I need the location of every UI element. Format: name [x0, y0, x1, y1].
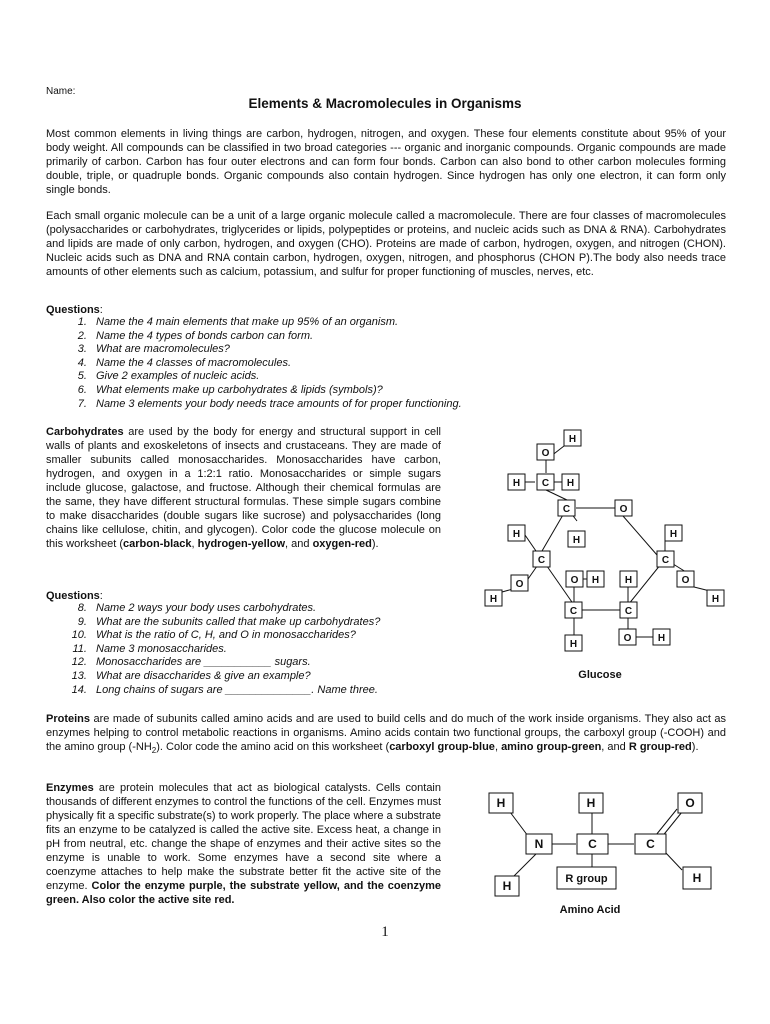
- question-1: 1. Name the 4 main elements that make up 95% of an organism.: [90, 316, 726, 330]
- question-list-1: [46, 316, 726, 411]
- questions-heading: Questions:: [46, 304, 103, 316]
- label-c: C: [624, 606, 633, 617]
- question-11: 11. Name 3 monosaccharides.: [90, 643, 446, 657]
- label-h: H: [569, 639, 578, 650]
- label-o: O: [619, 504, 628, 515]
- label-h: H: [568, 434, 577, 445]
- intro-paragraph-2: Each small organic molecule can be a unit of a large organic molecule called a macromolecule. There are four classes of macromolecules (polysaccharides or carbohydrates, triglycerides or lipids, polypeptides or proteins, and nucleic acids such as DNA & RNA). Carbohydrates and lipids are made of only carbon, hydrogen, and oxygen (CHO). Proteins are made of carbon, hydrogen, oxygen, and nitrogen (CHON). Nucleic acids such as DNA and RNA contain carbon, hydrogen, oxygen, nitrogen, and phosphorus (CHON P).The body also needs trace amounts of other elements such as calcium, potassium, and sulfur for proper functioning of muscles, nerves, etc.: [46, 210, 726, 278]
- label-h: H: [591, 575, 600, 586]
- question-13: 13. What are disaccharides & give an example?: [90, 670, 446, 684]
- label-o: O: [515, 579, 524, 590]
- label-h: H: [711, 594, 720, 605]
- proteins-term: Proteins: [46, 713, 91, 725]
- question-list-2: [46, 602, 446, 697]
- glucose-atom-boxes: [485, 430, 724, 651]
- label-h: H: [496, 796, 506, 810]
- questions-section-2: [46, 590, 446, 697]
- question-12: 12. Monosaccharides are ___________ sugars.: [90, 656, 446, 670]
- label-h: H: [502, 879, 512, 893]
- label-o: O: [623, 633, 632, 644]
- proteins-paragraph: Proteins are made of subunits called amino acids and are used to build cells and do much of the work inside organisms. They also act as enzymes helping to control metabolic reactions in organisms. Amino acids contain two functional groups, the carboxyl group (-COOH) and the amino group $(-NH_2)$. Color code the amino acid on this worksheet (carboxyl group-blue, amino group-green, and R group-red).: [46, 713, 726, 756]
- amino-acid-caption: Amino Acid: [559, 904, 621, 916]
- glucose-diagram: [478, 422, 734, 662]
- amino-acid-diagram: [478, 784, 734, 904]
- question-5: 5. Give 2 examples of nucleic acids.: [90, 370, 726, 384]
- label-c: C: [537, 555, 546, 566]
- label-c: C: [588, 837, 597, 851]
- label-r-group: R group: [565, 873, 608, 885]
- label-c: C: [661, 555, 670, 566]
- label-h: H: [692, 871, 702, 885]
- page-number: 1: [381, 924, 389, 940]
- glucose-caption: Glucose: [578, 669, 622, 681]
- page-title: Elements & Macromolecules in Organisms: [248, 96, 522, 111]
- question-8: 8. Name 2 ways your body uses carbohydrates.: [90, 602, 446, 616]
- questions-heading-2: Questions:: [46, 590, 103, 602]
- enzymes-term: Enzymes: [46, 782, 94, 794]
- label-h: H: [566, 478, 575, 489]
- label-o: O: [570, 575, 579, 586]
- label-c: C: [562, 504, 571, 515]
- label-o: O: [685, 796, 695, 810]
- label-h: H: [657, 633, 666, 644]
- label-o: O: [541, 448, 550, 459]
- label-c: C: [569, 606, 578, 617]
- label-h: H: [586, 796, 596, 810]
- enzymes-instructions: Color the enzyme purple, the substrate yellow, and the coenzyme green. Also color the active site red.: [46, 880, 441, 906]
- question-14: 14. Long chains of sugars are ______________. Name three.: [90, 684, 446, 698]
- questions-section-1: [46, 304, 726, 411]
- question-3: 3. What are macromolecules?: [90, 343, 726, 357]
- label-h: H: [512, 529, 521, 540]
- label-n: N: [534, 837, 544, 851]
- question-4: 4. Name the 4 classes of macromolecules.: [90, 357, 726, 371]
- name-label: Name:: [46, 86, 76, 97]
- glucose-atom-labels: [490, 434, 719, 650]
- question-9: 9. What are the subunits called that make up carbohydrates?: [90, 616, 446, 630]
- question-7: 7. Name 3 elements your body needs trace amounts of for proper functioning.: [90, 398, 726, 412]
- carbohydrates-term: Carbohydrates: [46, 426, 124, 438]
- question-2: 2. Name the 4 types of bonds carbon can form.: [90, 330, 726, 344]
- label-h: H: [669, 529, 678, 540]
- label-h: H: [572, 535, 581, 546]
- label-h: H: [624, 575, 633, 586]
- carbohydrates-paragraph: Carbohydrates are used by the body for energy and structural support in cell walls of plants and exoskeletons of insects and crustaceans. They are made of smaller subunits called monosaccharides. Monosaccharides have carbon, hydrogen, and oxygen in a 1:2:1 ratio. Monosaccharides or simple sugars include glucose, galactose, and fructose. Although their chemical formulas are the same, they have different structural formulas. These simple sugars combine to make disaccharides (double sugars like sucrose) and polysaccharides (long chains like cellulose, chitin, and glycogen). Color code the glucose molecule on this worksheet (carbon-black, hydrogen-yellow, and oxygen-red).: [46, 426, 441, 550]
- intro-paragraph-1: Most common elements in living things are carbon, hydrogen, nitrogen, and oxygen. These four elements constitute about 95% of your body weight. All compounds can be classified in two broad categories --- organic and inorganic compounds. Organic compounds are made primarily of carbon. Carbon has four outer electrons and can form four bonds. Carbon can also bond to other carbon molecules forming double, triple, or quadruple bonds. Organic compounds also contain hydrogen. Since hydrogen has only one electron, it can form only single bonds.: [46, 128, 726, 196]
- label-c: C: [646, 837, 655, 851]
- label-o: O: [681, 575, 690, 586]
- question-10: 10. What is the ratio of C, H, and O in monosaccharides?: [90, 629, 446, 643]
- enzymes-paragraph: Enzymes are protein molecules that act as biological catalysts. Cells contain thousands of different enzymes to control the functions of the cell. Enzymes must physically fit a specific substrate(s) to work properly. The place where a substrate fits an enzyme to be catalyzed is called the active site. Excess heat, a change in pH from neutral, etc. change the shape of enzymes and their active sites so the enzyme is unable to work. Some enzymes have a second site where a coenzyme attaches to help make the substrate better fit the active site of the enzyme. Color the enzyme purple, the substrate yellow, and the coenzyme green. Also color the active site red.: [46, 782, 441, 906]
- label-h: H: [489, 594, 498, 605]
- label-h: H: [512, 478, 521, 489]
- question-6: 6. What elements make up carbohydrates & lipids (symbols)?: [90, 384, 726, 398]
- label-c: C: [541, 478, 550, 489]
